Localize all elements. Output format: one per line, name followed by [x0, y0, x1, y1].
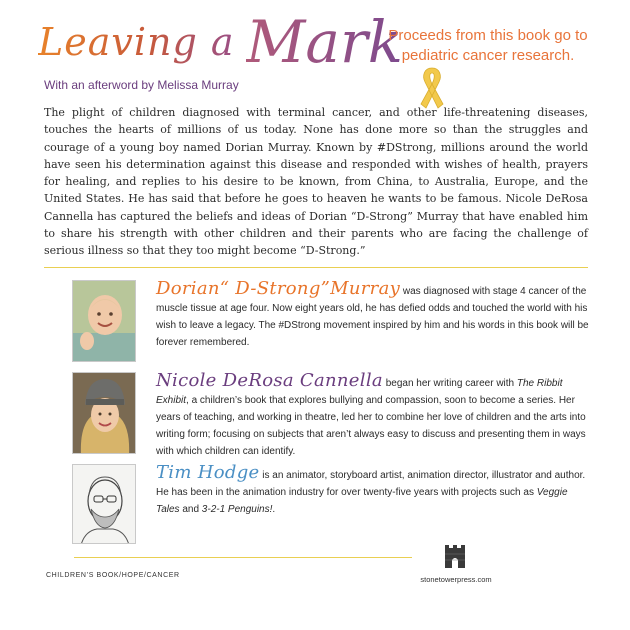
divider-top [44, 267, 588, 268]
title-mark: Mark [246, 8, 403, 76]
bio-text-tim-3: . [272, 504, 276, 515]
bio-text-tim-1: is an animator, storyboard artist, animation director, illustrator and author. He has been in the animation industry for over twenty-five years with projects such as [156, 470, 586, 498]
bio-text-dorian: was diagnosed with stage 4 cancer of the muscle tissue at age four. Now eight years old, he has defied odds and touched the world with his wish to leave a legacy. The #DStrong movement inspired by him and his words in this book will be forever remembered. [156, 286, 589, 348]
category-label: CHILDREN’S BOOK/HOPE/CANCER [46, 572, 180, 579]
bio-text-tim-2: and [179, 504, 202, 515]
bio-text-nicole-2: , a children’s book that explores bullying and compassion, soon to become a series. Her years of teaching, and working in theatre, led her to combine her love of children and the arts into writing form; focusing on subjects that aren’t always easy to discuss and presenting them in ways with which children can identify. [156, 395, 586, 457]
afterword-credit: With an afterword by Melissa Murray [44, 78, 239, 92]
title-penguins: 3-2-1 Penguins! [201, 504, 273, 515]
photo-nicole [72, 372, 136, 454]
bio-text-nicole-1: began her writing career with [382, 378, 517, 389]
back-cover-blurb: The plight of children diagnosed with terminal cancer, and other life-threatening diseases, touches the hearts of millions of us today. None has done more so than the struggles and courage of a young boy named Dorian Murray. Known by #DStrong, millions around the world have seen his determination against this disease and responded with wishes of health, prayers for healing, and replies to his desire to be known, from China, to Australia, Europe, and the United States. He has said that before he goes to heaven he wants to be famous. Nicole DeRosa Cannella has captured the beliefs and ideas of Dorian “D-Strong” Murray that have enabled him to share his strength with other children and their parents who are facing the challenge of serious illness so that they too might become “D-Strong.” [44, 106, 588, 258]
bio-name-tim: Tim Hodge [156, 462, 260, 483]
title-leaving-a: Leaving a [38, 20, 235, 64]
publisher-url: stonetowerpress.com [420, 575, 492, 584]
title-veggie-tales: Veggie Tales [156, 487, 568, 515]
bio-name-nicole: Nicole DeRosa Cannella [156, 370, 383, 391]
photo-dorian [72, 280, 136, 362]
book-title-ribbit: The Ribbit Exhibit [156, 378, 563, 406]
sketch-tim [72, 464, 136, 544]
book-title [38, 8, 403, 88]
proceeds-note: Proceeds from this book go to pediatric cancer research. [388, 27, 588, 64]
bio-name-dorian: Dorian“ D-Strong”Murray [156, 278, 401, 299]
stone-tower-icon [441, 542, 469, 570]
divider-bottom [74, 557, 412, 558]
